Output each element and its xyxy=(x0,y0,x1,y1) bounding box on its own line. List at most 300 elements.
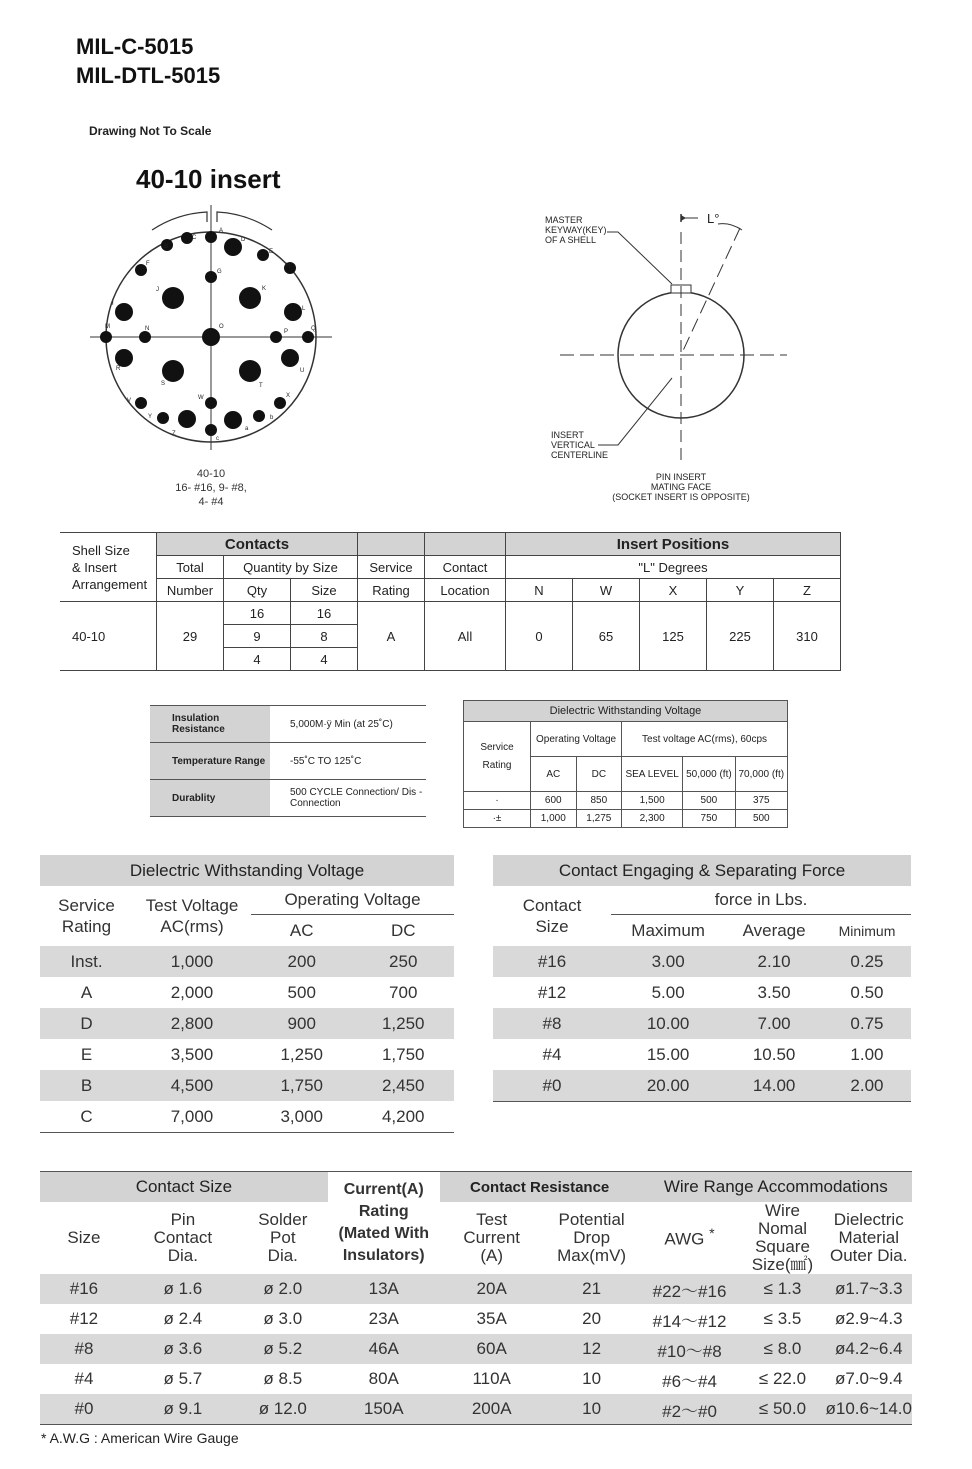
force-cell: 7.00 xyxy=(757,1013,791,1033)
dielectric-od-line-3: Outer Dia. xyxy=(830,1246,908,1265)
solder-pot-line-2: Pot xyxy=(270,1228,296,1247)
location-cell: All xyxy=(425,602,506,671)
contact-cell: #6～#4 xyxy=(662,1371,717,1391)
shell-size-line-3: Arrangement xyxy=(72,576,148,592)
degree-y-cell: 225 xyxy=(707,602,774,671)
contact-cell: 35A xyxy=(476,1309,507,1328)
small-dwv-title: Dielectric Withstanding Voltage xyxy=(464,701,788,722)
pin-contact-line-3: Dia. xyxy=(167,1246,198,1265)
force-cell: 0.75 xyxy=(850,1013,884,1033)
property-label: Temperature Range xyxy=(150,743,270,780)
contact-letter: S xyxy=(161,381,166,387)
contact-pin xyxy=(135,397,147,409)
dwv-title: Dielectric Withstanding Voltage xyxy=(40,855,454,886)
position-x-header: X xyxy=(640,579,707,602)
contact-cell: ø 1.6 xyxy=(163,1279,203,1298)
contact-letter: U xyxy=(300,368,305,374)
contact-cell: #14～#12 xyxy=(652,1311,727,1331)
contact-cell: 20A xyxy=(476,1279,507,1298)
dwv-cell: 4,200 xyxy=(381,1106,425,1126)
small-50000-header: 50,000 (ft) xyxy=(683,757,735,792)
contact-pin xyxy=(281,349,299,367)
contact-cell: ≤ 3.5 xyxy=(763,1309,802,1328)
current-rating-header xyxy=(328,1172,440,1275)
contact-cell: 21 xyxy=(582,1279,602,1298)
contact-cell: ø 5.7 xyxy=(163,1369,203,1388)
force-row xyxy=(493,1039,911,1070)
awg-label: AWG xyxy=(664,1229,705,1249)
contacts-header: Contacts xyxy=(157,533,358,556)
contact-letter: B xyxy=(164,244,169,250)
small-dwv-cell: 850 xyxy=(576,792,622,810)
contact-cell: ≤ 1.3 xyxy=(763,1279,802,1298)
size-cell: 8 xyxy=(291,625,358,648)
contact-row xyxy=(40,1274,912,1304)
small-rating-label: Rating xyxy=(482,759,512,771)
contact-pin xyxy=(162,287,184,309)
contact-letter: W xyxy=(198,395,204,401)
small-service-label: Service xyxy=(480,741,514,753)
position-n-header: N xyxy=(506,579,573,602)
contact-size-table xyxy=(40,1171,912,1425)
dwv-row xyxy=(40,1101,454,1133)
insert-vertical-1: INSERT xyxy=(551,430,584,440)
contact-pin xyxy=(270,331,282,343)
qty-cell: 16 xyxy=(224,602,291,625)
dwv-row xyxy=(40,1070,454,1101)
potential-drop-line-2: Drop xyxy=(573,1228,611,1247)
contact-cell: #0 xyxy=(74,1399,94,1418)
pin-insert-2: MATING FACE xyxy=(650,482,712,492)
contact-resistance-header: Contact Resistance xyxy=(440,1172,640,1203)
contact-pin xyxy=(224,238,242,256)
small-dwv-cell: 375 xyxy=(735,792,787,810)
contact-letter: G xyxy=(217,269,222,275)
contact-letter: a xyxy=(245,426,249,432)
dwv-cell: 200 xyxy=(287,951,316,971)
location-blank-header xyxy=(425,533,506,556)
location-header: Location xyxy=(425,579,506,602)
solder-pot-header xyxy=(238,1202,328,1274)
contact-letter: Q xyxy=(311,326,316,332)
contact-pin xyxy=(284,303,302,321)
contact-letter: O xyxy=(219,324,224,330)
degree-z-cell: 310 xyxy=(774,602,841,671)
contact-cell: #8 xyxy=(74,1339,94,1358)
contact-pin xyxy=(115,349,133,367)
dwv-cell: 1,750 xyxy=(280,1075,324,1095)
wire-nominal-line-3: Size(㎟) xyxy=(751,1255,814,1274)
current-line-1: Current(A) xyxy=(343,1181,424,1198)
small-service-rating-header xyxy=(464,722,531,792)
force-cell: #12 xyxy=(537,982,567,1002)
force-cell: #8 xyxy=(542,1013,562,1033)
awg-star: * xyxy=(709,1226,715,1243)
contact-row xyxy=(40,1394,912,1425)
properties-table xyxy=(150,705,426,817)
dwv-cell: A xyxy=(80,982,93,1002)
contact-pin xyxy=(224,411,242,429)
small-sea-level-header: SEA LEVEL xyxy=(622,757,683,792)
wire-nominal-header xyxy=(740,1202,826,1274)
contact-cell: ø1.7~3.3 xyxy=(834,1279,903,1298)
contact-letter: P xyxy=(284,329,289,335)
contact-cell: ø 5.2 xyxy=(263,1339,303,1358)
contact-letter: E xyxy=(269,249,274,255)
small-operating-header: Operating Voltage xyxy=(531,722,622,757)
wire-range-header: Wire Range Accommodations xyxy=(640,1172,912,1203)
dwv-cell: 2,000 xyxy=(170,982,214,1002)
insert-caption-1: 40-10 xyxy=(196,468,226,480)
master-keyway-2: KEYWAY(KEY) xyxy=(545,225,607,235)
degree-n-cell: 0 xyxy=(506,602,573,671)
contact-cell: ø 2.4 xyxy=(163,1309,203,1328)
contact-pin xyxy=(239,287,261,309)
position-y-header: Y xyxy=(707,579,774,602)
small-dwv-cell: 1,500 xyxy=(622,792,683,810)
qty-cell: 4 xyxy=(224,648,291,671)
total-cell: 29 xyxy=(157,602,224,671)
shell-size-header xyxy=(60,533,157,602)
pin-contact-line-2: Contact xyxy=(153,1228,213,1247)
scale-note: Drawing Not To Scale xyxy=(89,124,212,138)
title-line-1: MIL-C-5015 xyxy=(76,34,194,59)
dwv-dc-header: DC xyxy=(390,920,416,940)
property-value: 5,000M·ÿ Min (at 25˚C) xyxy=(270,706,426,743)
contact-letter: b xyxy=(270,415,274,421)
contact-letter: A xyxy=(219,228,224,234)
degree-x-cell: 125 xyxy=(640,602,707,671)
small-dwv-cell: ·± xyxy=(464,810,531,828)
contact-cell: 12 xyxy=(582,1339,602,1358)
contact-pin xyxy=(115,303,133,321)
insert-position-diagram xyxy=(540,200,810,510)
title-line-2: MIL-DTL-5015 xyxy=(76,63,221,88)
dwv-cell: 1,750 xyxy=(381,1044,425,1064)
force-cell: 20.00 xyxy=(646,1075,690,1095)
dielectric-od-line-2: Material xyxy=(838,1228,899,1247)
document-title xyxy=(76,32,220,90)
force-cell: 14.00 xyxy=(752,1075,796,1095)
insert-vertical-2: VERTICAL xyxy=(551,440,595,450)
insert-caption-2: 16- #16, 9- #8, xyxy=(175,482,247,494)
contact-cell: 60A xyxy=(476,1339,507,1358)
potential-drop-line-3: Max(mV) xyxy=(557,1246,627,1265)
contact-cell: 10 xyxy=(582,1399,602,1418)
contact-cell: ≤ 50.0 xyxy=(758,1399,807,1418)
contact-pin xyxy=(302,331,314,343)
contact-letter: L xyxy=(302,306,306,312)
force-row xyxy=(493,977,911,1008)
size-header: Size xyxy=(291,579,358,602)
contact-cell: 200A xyxy=(471,1399,512,1418)
l-degree-label: L° xyxy=(707,211,720,226)
dwv-operating-header: Operating Voltage xyxy=(251,886,454,915)
force-cell: 10.50 xyxy=(752,1044,796,1064)
dwv-cell: 250 xyxy=(389,951,418,971)
size-cell: 16 xyxy=(291,602,358,625)
dwv-acrms-label: AC(rms) xyxy=(160,917,224,936)
contact-pin xyxy=(100,331,112,343)
current-line-2: Rating xyxy=(358,1203,409,1220)
force-cell: 3.50 xyxy=(757,982,791,1002)
small-dwv-row xyxy=(464,810,788,828)
contact-row xyxy=(40,1334,912,1364)
dwv-test-voltage-label: Test Voltage xyxy=(145,896,239,915)
property-value: -55˚C TO 125˚C xyxy=(270,743,426,780)
current-line-4: Insulators) xyxy=(342,1247,425,1264)
contact-row xyxy=(40,1304,912,1334)
contact-letter: I xyxy=(112,301,114,307)
force-cell: 2.00 xyxy=(850,1075,884,1095)
contact-cell: ø10.6~14.0 xyxy=(825,1399,912,1418)
dwv-cell: 700 xyxy=(389,982,418,1002)
contact-cell: #16 xyxy=(69,1279,99,1298)
contact-pin xyxy=(178,410,196,428)
force-row xyxy=(493,1070,911,1102)
contact-pin xyxy=(205,271,217,283)
number-header: Number xyxy=(157,579,224,602)
test-current-header xyxy=(440,1202,544,1274)
contact-letter: K xyxy=(262,286,267,292)
contact-cell: #10～#8 xyxy=(657,1341,722,1361)
contact-force-table xyxy=(493,855,911,1102)
force-cell: 0.25 xyxy=(850,951,884,971)
master-keyway-3: OF A SHELL xyxy=(545,235,597,245)
dwv-rating-label: Rating xyxy=(61,917,112,936)
force-cell: 10.00 xyxy=(646,1013,690,1033)
dwv-row xyxy=(40,1039,454,1070)
force-minimum-header: Minimum xyxy=(838,922,896,939)
property-value: 500 CYCLE Connection/ Dis - Connection xyxy=(270,780,426,817)
contact-cell: ø 9.1 xyxy=(163,1399,203,1418)
force-maximum-header: Maximum xyxy=(631,920,705,940)
shell-size-line-1: Shell Size xyxy=(72,542,130,558)
small-dwv-cell: 750 xyxy=(683,810,735,828)
force-title: Contact Engaging & Separating Force xyxy=(493,855,911,886)
dwv-cell: 3,500 xyxy=(170,1044,214,1064)
rating-header: Rating xyxy=(358,579,425,602)
force-contact-label: Contact xyxy=(522,896,582,915)
small-dwv-cell: 600 xyxy=(531,792,577,810)
service-blank-header xyxy=(358,533,425,556)
contact-letter: D xyxy=(241,237,246,243)
total-header: Total xyxy=(157,556,224,579)
small-dwv-cell: 500 xyxy=(683,792,735,810)
property-row xyxy=(150,706,426,743)
dwv-cell: 1,000 xyxy=(170,951,214,971)
small-70000-header: 70,000 (ft) xyxy=(735,757,787,792)
contact-cell: 13A xyxy=(368,1279,399,1298)
dwv-service-label: Service xyxy=(58,896,115,915)
dwv-cell: 2,450 xyxy=(381,1075,425,1095)
pin-insert-1: PIN INSERT xyxy=(655,472,707,482)
dwv-cell: 1,250 xyxy=(381,1013,425,1033)
small-test-voltage-header: Test voltage AC(rms), 60cps xyxy=(622,722,788,757)
force-cell: 3.00 xyxy=(651,951,685,971)
dwv-cell: 3,000 xyxy=(280,1106,324,1126)
insert-vertical-3: CENTERLINE xyxy=(551,450,609,460)
force-cell: #16 xyxy=(537,951,567,971)
contact-cell: ø7.0~9.4 xyxy=(834,1369,903,1388)
test-current-line-2: Current xyxy=(463,1228,521,1247)
contact-pin xyxy=(253,410,265,422)
contact-pin xyxy=(239,360,261,382)
contact-letter: F xyxy=(146,261,150,267)
small-dwv-cell: 500 xyxy=(735,810,787,828)
contact-cell: ø4.2~6.4 xyxy=(834,1339,903,1358)
l-degrees-header: "L" Degrees xyxy=(506,556,841,579)
dwv-cell: B xyxy=(80,1075,93,1095)
insert-positions-header: Insert Positions xyxy=(506,533,841,556)
shell-size-line-2: & Insert xyxy=(72,559,117,575)
small-dwv-table xyxy=(463,700,788,828)
small-dc-header: DC xyxy=(576,757,622,792)
force-contact-size-header xyxy=(493,886,611,946)
insert-arrangement-table xyxy=(60,532,841,671)
property-label: Insulation Resistance xyxy=(150,706,270,743)
contact-cell: ≤ 8.0 xyxy=(763,1339,802,1358)
footnote: * A.W.G : American Wire Gauge xyxy=(41,1430,239,1446)
contact-cell: ø 8.5 xyxy=(263,1369,303,1388)
contact-cell: #2～#0 xyxy=(662,1401,717,1421)
size-cell: 4 xyxy=(291,648,358,671)
small-dwv-cell: 2,300 xyxy=(622,810,683,828)
contact-pin xyxy=(162,360,184,382)
force-row xyxy=(493,946,911,977)
contact-cell: ≤ 22.0 xyxy=(758,1369,807,1388)
contact-pin xyxy=(139,331,151,343)
dwv-cell: D xyxy=(80,1013,93,1033)
master-keyway-1: MASTER xyxy=(545,215,583,225)
property-label: Durablity xyxy=(150,780,270,817)
contact-letter: T xyxy=(259,383,263,389)
contact-header: Contact xyxy=(425,556,506,579)
contact-letter: R xyxy=(116,366,121,372)
solder-pot-line-1: Solder xyxy=(258,1210,308,1229)
contact-pin xyxy=(205,397,217,409)
pin-insert-3: (SOCKET INSERT IS OPPOSITE) xyxy=(612,492,750,502)
contact-cell: 150A xyxy=(363,1399,404,1418)
contact-letter: H xyxy=(286,263,291,269)
wire-nominal-line-2: Square xyxy=(755,1237,810,1256)
contact-cell: ø 12.0 xyxy=(258,1399,307,1418)
contact-pin xyxy=(205,424,217,436)
dwv-cell: E xyxy=(80,1044,93,1064)
contact-cell: #4 xyxy=(74,1369,94,1388)
contact-letter: V xyxy=(127,398,132,404)
dwv-cell: 1,250 xyxy=(280,1044,324,1064)
dwv-service-rating-header xyxy=(40,886,133,946)
contact-pin xyxy=(205,231,217,243)
insert-caption-3: 4- #4 xyxy=(198,496,224,508)
dwv-ac-header: AC xyxy=(289,920,314,940)
dwv-test-voltage-header xyxy=(133,886,251,946)
force-unit-header: force in Lbs. xyxy=(611,886,911,915)
insert-title: 40-10 insert xyxy=(136,164,281,194)
contact-cell: #12 xyxy=(69,1309,99,1328)
contact-cell: ø 3.6 xyxy=(163,1339,203,1358)
contact-cell: 23A xyxy=(368,1309,399,1328)
dwv-row xyxy=(40,946,454,977)
contact-letter: c xyxy=(216,436,219,442)
dwv-cell: C xyxy=(80,1106,93,1126)
current-line-3: (Mated With xyxy=(338,1225,429,1242)
contact-pin xyxy=(202,328,220,346)
contact-cell: 46A xyxy=(368,1339,399,1358)
potential-drop-header xyxy=(544,1202,640,1274)
awg-header xyxy=(640,1202,740,1274)
pin-contact-line-1: Pin xyxy=(170,1210,196,1229)
contact-cell: 110A xyxy=(472,1369,511,1388)
contact-cell: ø2.9~4.3 xyxy=(834,1309,903,1328)
contact-letter: M xyxy=(105,324,110,330)
small-dwv-row xyxy=(464,792,788,810)
position-w-header: W xyxy=(573,579,640,602)
contact-pin xyxy=(274,397,286,409)
contact-cell: 10 xyxy=(582,1369,602,1388)
dwv-cell: 2,800 xyxy=(170,1013,214,1033)
dielectric-od-line-1: Dielectric xyxy=(833,1210,904,1229)
property-row xyxy=(150,743,426,780)
force-cell: 0.50 xyxy=(850,982,884,1002)
dielectric-withstanding-voltage-table xyxy=(40,855,454,1133)
wire-nominal-line-1: Wire Nomal xyxy=(757,1201,808,1238)
contact-letter: C xyxy=(192,235,197,241)
qty-by-size-header: Quantity by Size xyxy=(224,556,358,579)
contact-size-header: Contact Size xyxy=(40,1172,328,1203)
small-ac-header: AC xyxy=(531,757,577,792)
force-cell: #0 xyxy=(542,1075,562,1095)
degree-w-cell: 65 xyxy=(573,602,640,671)
contact-cell: 20 xyxy=(582,1309,602,1328)
force-cell: 5.00 xyxy=(651,982,685,1002)
dwv-cell: 4,500 xyxy=(170,1075,214,1095)
contact-cell: 80A xyxy=(368,1369,399,1388)
contact-cell: ø 3.0 xyxy=(263,1309,303,1328)
dwv-cell: 900 xyxy=(287,1013,316,1033)
dwv-cell: 7,000 xyxy=(170,1106,214,1126)
contact-letter: N xyxy=(145,326,150,332)
pin-contact-header xyxy=(128,1202,238,1274)
contact-letter: Y xyxy=(148,414,153,420)
insert-arrangement-diagram xyxy=(80,200,340,520)
dwv-row xyxy=(40,977,454,1008)
potential-drop-line-1: Potential xyxy=(558,1210,625,1229)
contact-pin xyxy=(157,412,169,424)
dwv-cell: 500 xyxy=(287,982,316,1002)
contact-pin xyxy=(257,249,269,261)
force-size-label: Size xyxy=(535,917,569,936)
contact-cell: ø 2.0 xyxy=(263,1279,303,1298)
contact-letter: Z xyxy=(172,431,176,437)
test-current-line-3: (A) xyxy=(480,1246,504,1265)
service-cell: A xyxy=(358,602,425,671)
contact-letter: J xyxy=(156,287,159,293)
force-row xyxy=(493,1008,911,1039)
contact-letter: X xyxy=(286,393,291,399)
small-dwv-cell: · xyxy=(464,792,531,810)
force-cell: #4 xyxy=(542,1044,562,1064)
dwv-cell: Inst. xyxy=(70,951,103,971)
dwv-row xyxy=(40,1008,454,1039)
force-average-header: Average xyxy=(742,920,806,940)
qty-header: Qty xyxy=(224,579,291,602)
force-cell: 2.10 xyxy=(757,951,791,971)
property-row xyxy=(150,780,426,817)
test-current-line-1: Test xyxy=(476,1210,508,1229)
solder-pot-line-3: Dia. xyxy=(267,1246,298,1265)
